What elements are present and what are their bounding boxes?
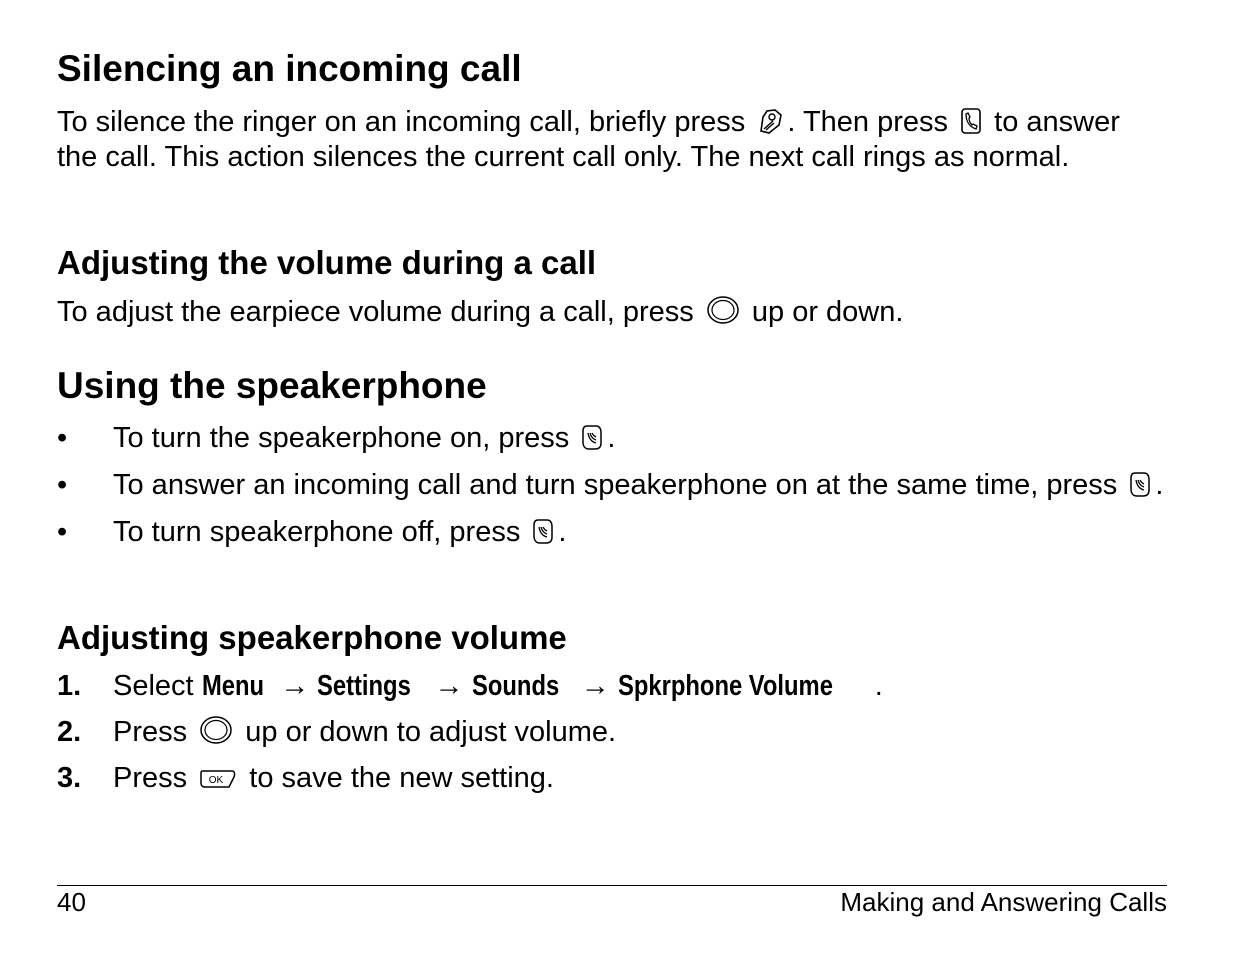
menu-path-item: Sounds — [471, 670, 559, 702]
list-item — [57, 468, 1167, 503]
navigation-key-icon — [706, 295, 740, 325]
footer-page-number: 40 — [57, 887, 86, 917]
paragraph-silencing-call — [57, 105, 1167, 175]
list-item — [57, 715, 1167, 750]
send-key-icon — [960, 107, 982, 135]
step-text-2: to save the new setting. — [249, 762, 554, 794]
step-text-1: Press — [113, 716, 188, 748]
adjust-call-text-2: up or down. — [751, 296, 904, 328]
list-item — [57, 761, 1167, 796]
adjust-call-text-1: To adjust the earpiece volume during a call, press — [57, 296, 694, 328]
menu-path-item: Spkrphone Volume — [617, 670, 833, 702]
step-number: 1. — [57, 670, 82, 702]
menu-path — [202, 670, 883, 702]
bullet-text-1: To answer an incoming call and turn speakerphone on at the same time, press — [113, 469, 1118, 501]
step-number: 3. — [57, 762, 82, 794]
menu-path-item: Settings — [317, 670, 412, 702]
bullet-text-2: . — [1155, 469, 1164, 501]
navigation-key-icon — [199, 715, 233, 745]
step-text-1: Press — [113, 762, 188, 794]
heading-speakerphone-volume: Adjusting speakerphone volume — [57, 619, 567, 656]
speakerphone-key-icon — [581, 423, 603, 451]
paragraph-adjust-call-volume — [57, 295, 903, 330]
speakerphone-bullet-list — [57, 421, 1167, 562]
heading-using-speakerphone: Using the speakerphone — [57, 365, 487, 406]
svg-text:OK: OK — [208, 775, 224, 786]
bullet-marker: • — [57, 469, 68, 501]
bullet-marker: • — [57, 516, 68, 548]
menu-arrow: → — [580, 670, 610, 702]
bullet-marker: • — [57, 422, 68, 454]
bullet-text-2: . — [607, 422, 616, 454]
end-key-icon — [757, 107, 783, 135]
step-end-punct: . — [874, 670, 883, 702]
silencing-text-1: To silence the ringer on an incoming call, briefly press — [57, 106, 746, 138]
silencing-text-3: to answer the call. This action silences the current call only. The next call rings as normal. — [57, 106, 1120, 173]
heading-silencing-call: Silencing an incoming call — [57, 48, 522, 89]
speakerphone-volume-steps — [57, 669, 1167, 807]
silencing-text-2: . Then press — [787, 106, 949, 138]
menu-arrow: → — [434, 670, 464, 702]
bullet-text-2: . — [558, 516, 567, 548]
heading-adjust-call-volume: Adjusting the volume during a call — [57, 244, 597, 281]
menu-arrow: → — [280, 670, 310, 702]
bullet-text-1: To turn speakerphone off, press — [113, 516, 521, 548]
step-text-1: Select — [113, 670, 194, 702]
footer-chapter-title: Making and Answering Calls — [840, 887, 1167, 917]
bullet-text-1: To turn the speakerphone on, press — [113, 422, 570, 454]
step-number: 2. — [57, 716, 82, 748]
menu-path-item: Menu — [201, 670, 264, 702]
ok-key-icon — [199, 767, 237, 791]
step-text-2: up or down to adjust volume. — [245, 716, 617, 748]
list-item — [57, 669, 1167, 704]
list-item — [57, 421, 1167, 456]
speakerphone-key-icon — [532, 517, 554, 545]
speakerphone-key-icon — [1129, 470, 1151, 498]
list-item — [57, 515, 1167, 550]
